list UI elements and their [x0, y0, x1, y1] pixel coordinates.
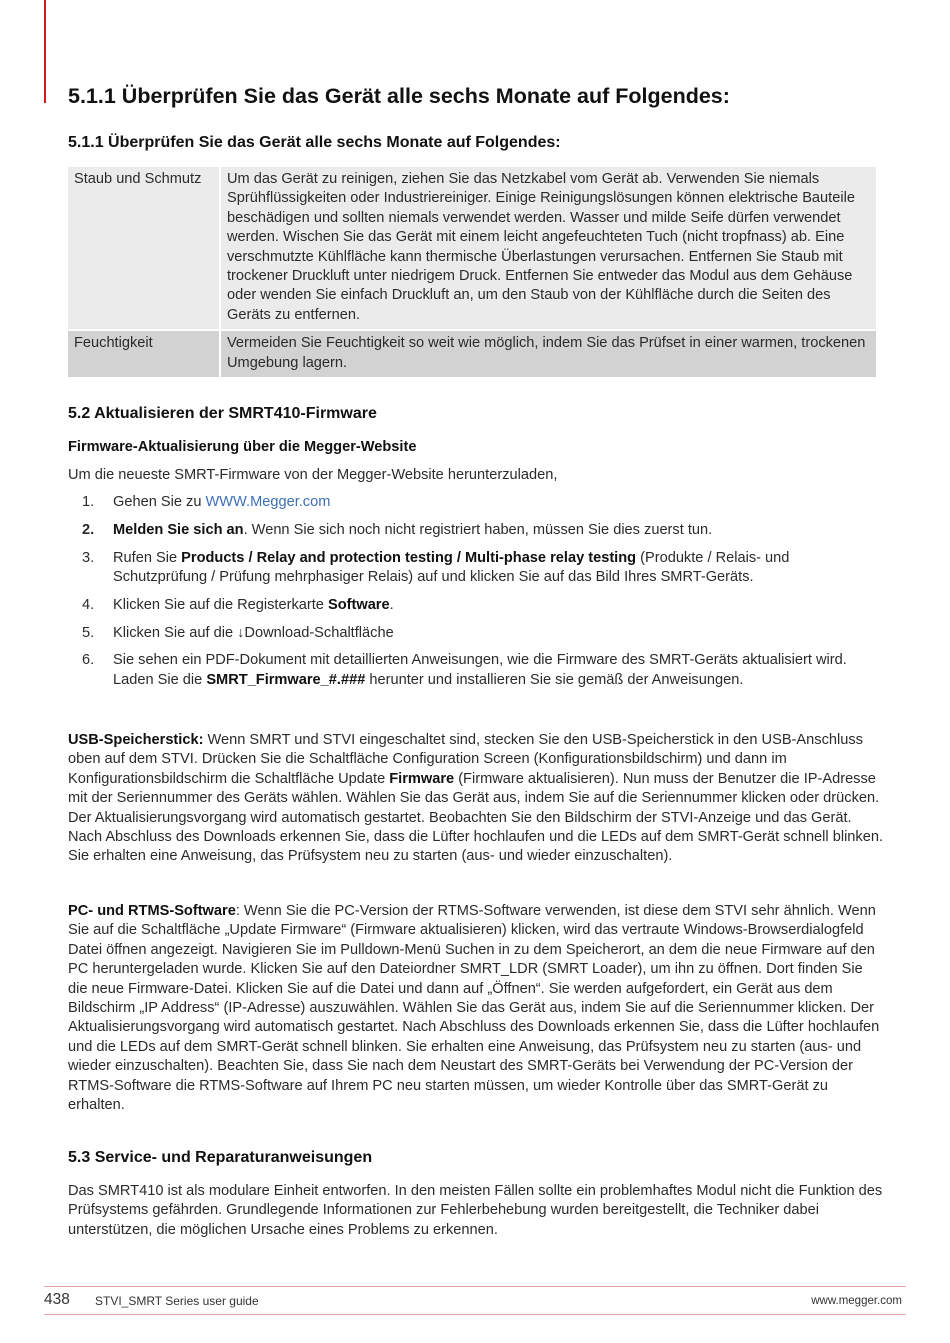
list-item	[68, 549, 883, 588]
page-number: 438	[44, 1291, 70, 1308]
step-text: Gehen Sie zu	[113, 494, 206, 510]
usb-label: USB-Speicherstick:	[68, 732, 204, 748]
row-label: Staub und Schmutz	[68, 167, 220, 330]
usb-text: Wenn SMRT und STVI eingeschaltet sind, stecken Sie den USB-Speicherstick in den USB-Anschluss oben auf dem STVI. Drücken Sie die Schaltfläche Configuration Screen (Konfigurationsbildschirm) und dann im Konfigurationsbildschirm die Schaltfläche Update	[68, 732, 863, 787]
firmware-intro: Um die neueste SMRT-Firmware von der Megger-Website herunterzuladen,	[68, 467, 558, 483]
step-number: 4.	[82, 596, 95, 613]
firmware-steps	[68, 493, 883, 699]
footer-guide-title: STVI_SMRT Series user guide	[95, 1294, 259, 1308]
list-item	[68, 624, 883, 643]
usb-paragraph	[68, 731, 883, 867]
maintenance-table	[68, 167, 876, 377]
footer-website: www.megger.com	[811, 1295, 902, 1307]
step-text: .	[389, 596, 394, 613]
step-text: Klicken Sie auf die ↓Download-Schaltfläche	[113, 624, 394, 641]
pc-label: PC- und RTMS-Software	[68, 903, 236, 919]
step-text: Klicken Sie auf die Registerkarte	[113, 596, 328, 613]
step-text: Sie sehen ein PDF-Dokument mit detaillierten Anweisungen, wie die Firmware des SMRT-Geräts aktualisiert wird. Laden Sie die	[113, 652, 847, 688]
service-paragraph: Das SMRT410 ist als modulare Einheit entworfen. In den meisten Fällen sollte ein problemhaftes Modul nicht die Funktion des Prüfsystems gefährden. Grundlegende Informationen zur Fehlerbehebung wurden bereitgestellt, die Techniker dabei unterstützen, die möglichen Ursache eines Problems zu erkennen.	[68, 1183, 883, 1238]
section-subtitle-firmware: Firmware-Aktualisierung über die Megger-Website	[68, 439, 417, 455]
list-item	[68, 651, 883, 690]
table-heading: 5.1.1 Überprüfen Sie das Gerät alle sechs Monate auf Folgendes:	[68, 134, 561, 151]
step-bold: SMRT_Firmware_#.###	[206, 671, 366, 688]
usb-bold: Firmware	[389, 770, 455, 787]
page-heading: 5.1.1 Überprüfen Sie das Gerät alle sechs Monate auf Folgendes:	[68, 84, 730, 108]
step-bold: Melden Sie sich an	[113, 521, 244, 538]
section-title-firmware: 5.2 Aktualisieren der SMRT410-Firmware	[68, 405, 377, 422]
row-label: Feuchtigkeit	[68, 330, 220, 377]
step-bold: Software	[327, 596, 390, 613]
list-item	[68, 596, 883, 615]
step-bold: Products / Relay and protection testing / Multi-phase relay testing	[181, 549, 637, 566]
list-item	[68, 493, 883, 512]
step-number: 5.	[82, 624, 95, 641]
pc-paragraph	[68, 902, 883, 1115]
section-title-service: 5.3 Service- und Reparaturanweisungen	[68, 1149, 373, 1166]
footer-divider	[44, 1314, 906, 1315]
step-text: herunter und installieren Sie sie gemäß der Anweisungen.	[365, 671, 744, 688]
step-number: 1.	[82, 494, 95, 510]
footer-divider	[44, 1286, 906, 1287]
megger-website-link[interactable]: WWW.Megger.com	[205, 494, 331, 510]
step-number: 3.	[82, 549, 95, 566]
pc-text: : Wenn Sie die PC-Version der RTMS-Software verwenden, ist diese dem STVI sehr ähnlich. Wenn Sie auf die Schaltfläche „Update Firmware“ (Firmware aktualisieren) klicken, wird das vertraute Windows-Browserdialogfeld Datei öffnen angezeigt. Navigieren Sie im Pulldown-Menü Suchen in zu dem Speicherort, an dem die neue Firmware auf den PC heruntergeladen wurde. Klicken Sie auf den Dateiordner SMRT_LDR (SMRT Loader), um ihn zu öffnen. Dort finden Sie die neue Firmware-Datei. Klicken Sie auf die Datei und dann auf „Öffnen“. Sie werden aufgefordert, ein Gerät aus dem Bildschirm „IP Address“ (IP-Adresse) auszuwählen. Wählen Sie das Gerät aus, indem Sie auf die Seriennummer klicken. Der Aktualisierungsvorgang wird automatisch gestartet. Nach Abschluss des Downloads erkennen Sie, dass die Lüfter hochlaufen und die LEDs auf dem SMRT-Gerät schnell blinken. Sie erhalten eine Anweisung, das Prüfsystem neu zu starten (aus- und wieder einzuschalten). Beachten Sie, dass Sie nach dem Neustart des SMRT-Geräts bei Verwendung der PC-Version der RTMS-Software die RTMS-Software auf Ihrem PC neu starten müssen, um wieder Kontrolle über das SMRT-Gerät zu erhalten.	[68, 903, 880, 1114]
usb-text: (Firmware aktualisieren). Nun muss der Benutzer die IP-Adresse mit der Seriennummer des Geräts wählen. Wählen Sie das Gerät aus, indem Sie auf die Seriennummer klicken oder drücken. Der Aktualisierungsvorgang wird automatisch gestartet. Beobachten Sie den Bildschirm der STVI-Anzeige und das Gerät. Nach Abschluss des Downloads erkennen Sie, dass die Lüfter hochlaufen und die LEDs auf dem SMRT-Gerät schnell blinken. Sie erhalten eine Anweisung, das Prüfsystem neu zu starten (aus- und wieder einzuschalten).	[68, 770, 884, 865]
step-text: Rufen Sie	[113, 549, 182, 566]
row-text: Vermeiden Sie Feuchtigkeit so weit wie möglich, indem Sie das Prüfset in einer warmen, trockenen Umgebung lagern.	[220, 330, 876, 377]
list-item	[68, 521, 883, 540]
step-text: (Produkte / Relais- und Schutzprüfung / Prüfung mehrphasiger Relais) auf und klicken Sie auf das Bild Ihres SMRT-Geräts.	[113, 549, 790, 585]
table-row	[68, 330, 876, 377]
step-number: 6.	[82, 652, 95, 669]
step-number: 2.	[82, 521, 95, 538]
row-text: Um das Gerät zu reinigen, ziehen Sie das Netzkabel vom Gerät ab. Verwenden Sie niemals Sprühflüssigkeiten oder Industriereiniger. Einige Reinigungslösungen können elektrische Bauteile beschädigen und sollten niemals verwendet werden. Wasser und milde Seife dürfen verwendet werden. Wischen Sie das Gerät mit einem leicht angefeuchteten Tuch (nicht tropfnass) ab. Eine verschmutzte Kühlfläche kann thermische Überlastungen verursachen. Entfernen Sie Staub mit trockener Druckluft unter niedrigem Druck. Entfernen Sie entweder das Modul aus dem Gehäuse oder wenden Sie einfach Druckluft an, um den Staub von der Kühlfläche durch die Seiten des Geräts zu entfernen.	[220, 167, 876, 330]
table-row	[68, 167, 876, 330]
step-text: . Wenn Sie sich noch nicht registriert haben, müssen Sie dies zuerst tun.	[243, 521, 713, 538]
header-accent-bar	[44, 0, 46, 103]
